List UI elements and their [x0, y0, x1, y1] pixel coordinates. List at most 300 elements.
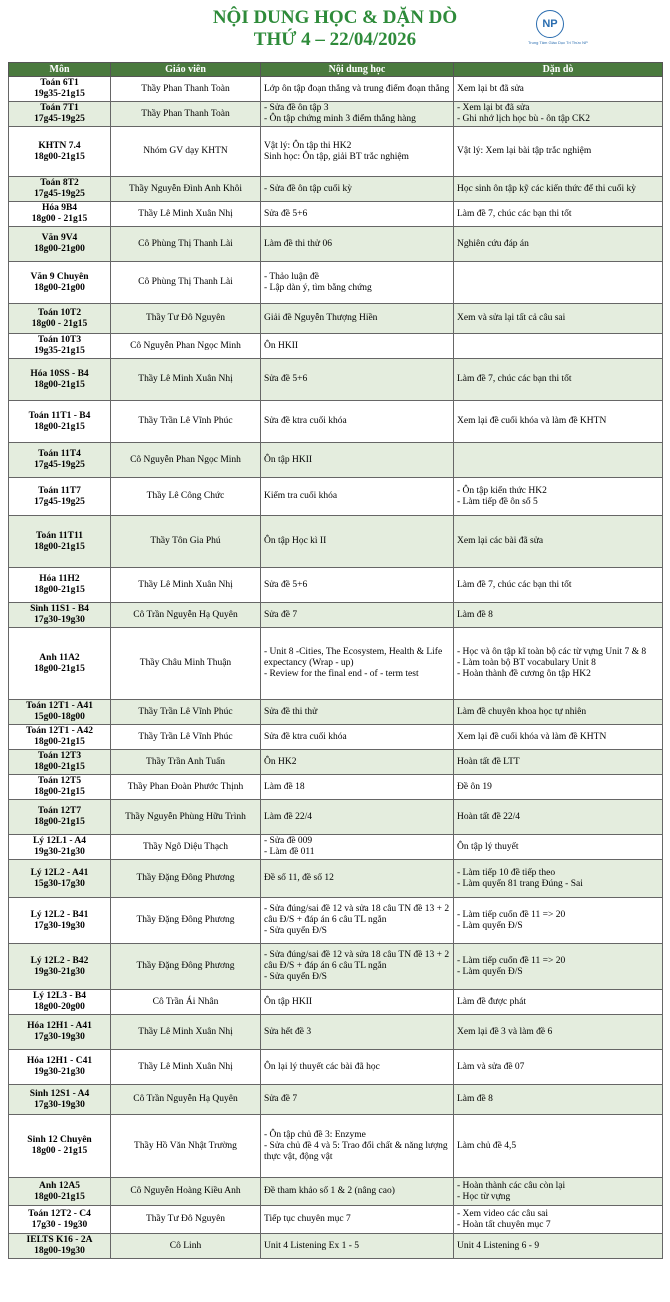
cell-giao-vien: [111, 127, 261, 177]
table-row: [9, 835, 663, 860]
title-line-2: THỨ 4 – 22/04/2026: [253, 29, 417, 50]
cell-mon-line: Toán 12T1 - A42: [26, 726, 93, 736]
table-header-row: [9, 63, 663, 77]
cell-mon-line: 18g00-21g00: [34, 244, 85, 254]
cell-mon-line: 18g00-21g15: [34, 379, 85, 390]
cell-dan-do-line: - Xem lại bt đã sửa: [457, 103, 530, 113]
cell-giao-vien: [111, 628, 261, 700]
cell-giao-vien-line: Thầy Trần Lê Vĩnh Phúc: [138, 731, 233, 742]
cell-giao-vien-line: Thầy Lê Minh Xuân Nhị: [138, 208, 233, 219]
cell-giao-vien: [111, 227, 261, 262]
cell-mon-line: 18g00-21g15: [34, 421, 85, 432]
cell-mon-line: Lý 12L2 - B41: [30, 909, 89, 920]
cell-dan-do-line: Xem lại bt đã sửa: [457, 83, 524, 94]
cell-noi-dung: [261, 1050, 454, 1085]
cell-dan-do: [454, 1115, 663, 1178]
cell-noi-dung: [261, 1015, 454, 1050]
cell-noi-dung-line: Ôn HK2: [264, 756, 297, 767]
header-dan-do: Dặn dò: [454, 63, 663, 77]
cell-noi-dung: [261, 725, 454, 750]
cell-noi-dung-line: - Sửa đề 009: [264, 836, 313, 846]
cell-dan-do-line: - Hoàn thành đề cương ôn tập HK2: [457, 669, 591, 679]
cell-dan-do-line: Hoàn tất đề 22/4: [457, 811, 521, 822]
table-row: [9, 800, 663, 835]
cell-mon-line: Toán 12T3: [37, 751, 82, 761]
cell-giao-vien: [111, 1015, 261, 1050]
cell-noi-dung: [261, 102, 454, 127]
table-row: [9, 304, 663, 334]
table-row: [9, 944, 663, 990]
cell-mon-line: 17g45-19g25: [34, 496, 85, 507]
cell-dan-do: [454, 443, 663, 478]
cell-dan-do-line: Làm đề 7, chúc các bạn thi tốt: [457, 208, 572, 219]
cell-mon: [9, 1234, 111, 1259]
cell-noi-dung-line: Ôn lại lý thuyết các bài đã học: [264, 1061, 380, 1072]
cell-noi-dung-line: Làm đề thi thử 06: [264, 238, 332, 249]
cell-giao-vien: [111, 835, 261, 860]
cell-dan-do-line: - Ôn tập kiến thức HK2: [457, 485, 547, 496]
cell-mon-line: Toán 12T2 - C4: [28, 1208, 91, 1219]
cell-dan-do: [454, 516, 663, 568]
cell-mon: [9, 1015, 111, 1050]
cell-mon-line: Toán 12T7: [37, 806, 82, 816]
cell-mon-line: 18g00 - 21g15: [31, 214, 88, 224]
cell-dan-do: [454, 1206, 663, 1234]
cell-mon: [9, 944, 111, 990]
cell-mon-line: Toán 6T1: [40, 78, 79, 88]
cell-mon-line: Lý 12L1 - A4: [32, 836, 87, 846]
title-line-1: NỘI DUNG HỌC & DẶN DÒ: [212, 7, 458, 28]
cell-dan-do-line: - Làm quyển Đ/S: [457, 920, 523, 931]
cell-dan-do: [454, 202, 663, 227]
cell-noi-dung-line: - Sửa đúng/sai đề 12 và sửa 18 câu TN đề 13 + 2 câu Đ/S + đáp án 6 câu TL ngắn: [264, 904, 450, 925]
cell-dan-do-line: Làm đề được phát: [457, 996, 526, 1007]
cell-noi-dung-line: Sửa đề 7: [264, 609, 298, 620]
cell-noi-dung: [261, 443, 454, 478]
cell-dan-do: [454, 262, 663, 304]
cell-noi-dung-line: - Review for the final end - of - term test: [264, 669, 419, 679]
table-row: [9, 127, 663, 177]
cell-noi-dung-line: Unit 4 Listening Ex 1 - 5: [264, 1240, 359, 1251]
cell-mon: [9, 860, 111, 898]
cell-dan-do: [454, 1178, 663, 1206]
cell-giao-vien: [111, 860, 261, 898]
cell-giao-vien-line: Nhóm GV dạy KHTN: [143, 146, 228, 156]
cell-mon-line: 18g00-19g30: [34, 1246, 85, 1256]
cell-giao-vien-line: Thầy Đặng Đông Phương: [136, 915, 235, 925]
table-row: [9, 775, 663, 800]
header-giao-vien: Giáo viên: [111, 63, 261, 77]
table-row: [9, 202, 663, 227]
cell-dan-do: [454, 568, 663, 603]
cell-noi-dung: [261, 700, 454, 725]
cell-giao-vien: [111, 1050, 261, 1085]
cell-mon-line: KHTN 7.4: [38, 140, 81, 151]
cell-giao-vien-line: Cô Linh: [169, 1240, 202, 1251]
cell-dan-do-line: Vật lý: Xem lại bài tập trắc nghiệm: [457, 146, 592, 156]
cell-mon: [9, 700, 111, 725]
cell-mon-line: Toán 8T2: [40, 178, 79, 188]
cell-dan-do-line: Làm đề 7, chúc các bạn thi tốt: [457, 579, 572, 590]
cell-giao-vien: [111, 1234, 261, 1259]
table-row: [9, 1015, 663, 1050]
cell-noi-dung: [261, 401, 454, 443]
cell-mon: [9, 127, 111, 177]
cell-mon-line: 18g00-21g15: [34, 541, 85, 552]
cell-dan-do: [454, 1085, 663, 1115]
cell-dan-do-line: - Xem video các câu sai: [457, 1208, 548, 1219]
cell-giao-vien: [111, 334, 261, 359]
cell-dan-do-line: Unit 4 Listening 6 - 9: [457, 1240, 540, 1251]
table-row: [9, 898, 663, 944]
cell-noi-dung-line: Ôn tập Học kì II: [264, 536, 327, 546]
cell-giao-vien-line: Thầy Nguyễn Phùng Hữu Trình: [125, 811, 246, 822]
cell-noi-dung-line: Sửa đề thi thử: [264, 706, 318, 717]
cell-giao-vien-line: Cô Trần Nguyễn Hạ Quyên: [133, 609, 238, 620]
cell-mon-line: 18g00 - 21g15: [31, 318, 88, 329]
cell-giao-vien-line: Thầy Phan Thanh Toàn: [141, 83, 230, 94]
cell-dan-do-line: - Làm quyển 81 trang Đúng - Sai: [457, 878, 583, 889]
cell-mon: [9, 775, 111, 800]
cell-dan-do: [454, 1015, 663, 1050]
cell-giao-vien-line: Cô Phùng Thị Thanh Lài: [138, 238, 233, 249]
cell-mon-line: Lý 12L3 - B4: [32, 991, 87, 1001]
cell-noi-dung: [261, 359, 454, 401]
cell-giao-vien: [111, 401, 261, 443]
cell-giao-vien-line: Thầy Đặng Đông Phương: [136, 873, 235, 883]
cell-mon: [9, 102, 111, 127]
cell-mon-line: Toán 11T11: [36, 530, 83, 541]
cell-mon-line: Toán 12T5: [37, 776, 82, 786]
cell-mon: [9, 401, 111, 443]
cell-mon-line: Toán 11T1 - B4: [28, 410, 91, 421]
cell-dan-do-line: - Hoàn tất chuyên mục 7: [457, 1219, 551, 1230]
cell-giao-vien: [111, 898, 261, 944]
cell-mon-line: 18g00 - 21g15: [31, 1146, 88, 1156]
table-row: [9, 568, 663, 603]
cell-noi-dung: [261, 127, 454, 177]
cell-giao-vien: [111, 725, 261, 750]
cell-noi-dung-line: Đề số 11, đề số 12: [264, 873, 334, 883]
cell-noi-dung-line: Tiếp tục chuyên mục 7: [264, 1214, 351, 1224]
cell-giao-vien-line: Thầy Tư Đô Nguyên: [145, 313, 226, 323]
cell-noi-dung-line: - Làm đề 011: [264, 847, 315, 857]
cell-noi-dung-line: Lớp ôn tập đoạn thẳng và trung điểm đoạn thẳng: [264, 83, 450, 94]
cell-giao-vien: [111, 1178, 261, 1206]
cell-mon-line: 18g00-21g15: [34, 762, 85, 772]
cell-mon-line: 19g35-21g15: [34, 346, 85, 356]
cell-noi-dung: [261, 1115, 454, 1178]
cell-giao-vien-line: Thầy Trần Anh Tuấn: [146, 756, 225, 767]
cell-giao-vien: [111, 700, 261, 725]
cell-mon-line: Văn 9 Chuyên: [30, 271, 89, 282]
cell-noi-dung: [261, 177, 454, 202]
cell-noi-dung-line: - Sửa quyển Đ/S: [264, 926, 327, 936]
table-row: [9, 401, 663, 443]
cell-dan-do: [454, 127, 663, 177]
table-row: [9, 516, 663, 568]
cell-noi-dung: [261, 202, 454, 227]
cell-noi-dung-line: Làm đề 18: [264, 781, 305, 792]
cell-noi-dung-line: Sửa đề 5+6: [264, 579, 308, 590]
cell-mon-line: 18g00-21g15: [34, 787, 85, 797]
cell-dan-do-line: - Học từ vựng: [457, 1191, 511, 1202]
cell-dan-do-line: - Ghi nhớ lịch học bù - ôn tập CK2: [457, 114, 590, 124]
cell-noi-dung-line: Sửa đề 7: [264, 1094, 298, 1104]
cell-mon: [9, 334, 111, 359]
cell-noi-dung: [261, 775, 454, 800]
cell-dan-do: [454, 1234, 663, 1259]
cell-mon-line: 17g30-19g30: [34, 1099, 85, 1110]
cell-giao-vien-line: Thầy Tư Đô Nguyên: [145, 1214, 226, 1224]
table-row: [9, 860, 663, 898]
cell-noi-dung: [261, 750, 454, 775]
cell-mon-line: 18g00-21g15: [34, 151, 85, 162]
cell-dan-do: [454, 304, 663, 334]
cell-giao-vien: [111, 262, 261, 304]
cell-noi-dung: [261, 603, 454, 628]
cell-mon: [9, 202, 111, 227]
cell-dan-do-line: Xem và sửa lại tất cả câu sai: [457, 313, 566, 323]
cell-dan-do-line: Xem lại đề 3 và làm đề 6: [457, 1026, 553, 1037]
cell-mon: [9, 1050, 111, 1085]
cell-mon: [9, 1206, 111, 1234]
cell-noi-dung-line: Sửa đề ktra cuối khóa: [264, 416, 347, 426]
cell-mon-line: Văn 9V4: [41, 233, 78, 243]
cell-giao-vien: [111, 1115, 261, 1178]
cell-noi-dung: [261, 990, 454, 1015]
cell-giao-vien-line: Cô Trần Ái Nhân: [152, 996, 219, 1007]
cell-noi-dung: [261, 516, 454, 568]
cell-giao-vien-line: Cô Phùng Thị Thanh Lài: [138, 277, 233, 287]
cell-giao-vien: [111, 516, 261, 568]
cell-noi-dung: [261, 1178, 454, 1206]
cell-dan-do-line: Học sinh ôn tập kỹ các kiến thức để thi cuối kỳ: [457, 183, 637, 194]
cell-dan-do: [454, 860, 663, 898]
cell-giao-vien-line: Thầy Tôn Gia Phú: [150, 536, 221, 546]
cell-giao-vien-line: Thầy Trần Lê Vĩnh Phúc: [138, 706, 233, 717]
cell-mon-line: Toán 7T1: [40, 103, 79, 113]
cell-mon-line: 18g00-21g15: [34, 737, 85, 747]
cell-noi-dung-line: Sửa đề 5+6: [264, 208, 308, 219]
cell-dan-do: [454, 478, 663, 516]
table-row: [9, 628, 663, 700]
cell-dan-do: [454, 1050, 663, 1085]
cell-noi-dung: [261, 304, 454, 334]
cell-dan-do-line: - Làm tiếp cuốn đề 11 => 20: [457, 955, 566, 966]
cell-mon: [9, 359, 111, 401]
cell-dan-do-line: Nghiên cứu đáp án: [457, 238, 529, 249]
cell-giao-vien-line: Thầy Phan Thanh Toàn: [141, 108, 230, 119]
cell-dan-do: [454, 898, 663, 944]
cell-dan-do-line: Làm đề 8: [457, 609, 493, 620]
cell-mon-line: Hóa 12H1 - A41: [27, 1021, 92, 1031]
cell-mon-line: Sinh 11S1 - B4: [30, 604, 89, 614]
cell-noi-dung: [261, 860, 454, 898]
cell-mon: [9, 990, 111, 1015]
table-row: [9, 1206, 663, 1234]
table-body: [9, 77, 663, 1259]
table-row: [9, 177, 663, 202]
cell-dan-do-line: - Làm tiếp 10 đề tiếp theo: [457, 867, 556, 878]
cell-dan-do: [454, 102, 663, 127]
cell-noi-dung: [261, 568, 454, 603]
cell-dan-do-line: - Làm quyển Đ/S: [457, 966, 523, 977]
cell-noi-dung-line: - Sửa chủ đề 4 và 5: Trao đổi chất & năng lượng thực vật, động vật: [264, 1140, 448, 1162]
table-row: [9, 1178, 663, 1206]
cell-giao-vien: [111, 1206, 261, 1234]
cell-giao-vien: [111, 304, 261, 334]
cell-mon-line: 18g00-21g15: [34, 663, 85, 674]
cell-mon: [9, 1115, 111, 1178]
cell-mon: [9, 77, 111, 102]
cell-mon-line: 18g00-21g00: [34, 282, 85, 293]
cell-mon-line: Hóa 9B4: [41, 203, 78, 213]
table-row: [9, 443, 663, 478]
cell-dan-do: [454, 603, 663, 628]
cell-mon-line: 15g30-17g30: [34, 878, 85, 889]
np-logo-icon: NP: [536, 10, 564, 38]
cell-noi-dung-line: - Sửa đúng/sai đề 12 và sửa 18 câu TN đề 13 + 2 câu Đ/S + đáp án 6 câu TL ngắn: [264, 950, 450, 971]
cell-giao-vien-line: Thầy Châu Minh Thuận: [139, 658, 232, 668]
cell-noi-dung-line: - Lập dàn ý, tìm bằng chứng: [264, 282, 372, 293]
cell-mon: [9, 603, 111, 628]
cell-noi-dung: [261, 1085, 454, 1115]
cell-dan-do: [454, 800, 663, 835]
cell-noi-dung: [261, 478, 454, 516]
cell-mon-line: Toán 10T3: [37, 335, 82, 345]
cell-giao-vien: [111, 478, 261, 516]
cell-noi-dung-line: Ôn tập HKII: [264, 996, 313, 1007]
cell-mon-line: 17g30-19g30: [34, 615, 85, 625]
cell-giao-vien: [111, 944, 261, 990]
cell-mon: [9, 750, 111, 775]
cell-giao-vien: [111, 800, 261, 835]
cell-mon: [9, 800, 111, 835]
cell-mon-line: Hóa 12H1 - C41: [26, 1056, 93, 1066]
cell-giao-vien: [111, 990, 261, 1015]
cell-noi-dung-line: - Sửa đề ôn tập cuối kỳ: [264, 183, 352, 194]
cell-dan-do: [454, 725, 663, 750]
cell-dan-do: [454, 177, 663, 202]
cell-noi-dung: [261, 1234, 454, 1259]
cell-giao-vien: [111, 202, 261, 227]
cell-mon: [9, 443, 111, 478]
cell-giao-vien-line: Cô Nguyễn Hoàng Kiều Anh: [130, 1186, 241, 1196]
cell-noi-dung: [261, 262, 454, 304]
cell-noi-dung: [261, 227, 454, 262]
cell-noi-dung: [261, 800, 454, 835]
cell-dan-do-line: - Làm toàn bộ BT vocabulary Unit 8: [457, 658, 596, 668]
page-header: [0, 0, 670, 62]
table-row: [9, 359, 663, 401]
cell-dan-do-line: - Làm tiếp cuốn đề 11 => 20: [457, 909, 566, 920]
cell-dan-do: [454, 944, 663, 990]
cell-dan-do: [454, 77, 663, 102]
cell-mon-line: 17g30-19g30: [34, 920, 85, 931]
cell-mon-line: 18g00-20g00: [34, 1002, 85, 1012]
cell-dan-do: [454, 750, 663, 775]
cell-giao-vien-line: Cô Nguyễn Phan Ngọc Minh: [130, 454, 241, 465]
cell-dan-do-line: Làm đề 7, chúc các bạn thi tốt: [457, 374, 572, 384]
cell-mon: [9, 898, 111, 944]
cell-giao-vien-line: Thầy Lê Minh Xuân Nhị: [138, 1061, 233, 1072]
table-row: [9, 725, 663, 750]
table-row: [9, 990, 663, 1015]
table-row: [9, 102, 663, 127]
table-row: [9, 478, 663, 516]
cell-noi-dung-line: - Sửa đề ôn tập 3: [264, 103, 329, 113]
cell-noi-dung-line: Ôn tập HKII: [264, 454, 313, 465]
cell-giao-vien-line: Thầy Ngô Diệu Thạch: [142, 841, 229, 852]
table-row: [9, 1234, 663, 1259]
cell-mon: [9, 304, 111, 334]
cell-mon-line: Toán 10T2: [37, 307, 82, 318]
cell-giao-vien-line: Thầy Hồ Văn Nhật Trường: [134, 1140, 237, 1151]
cell-giao-vien-line: Cô Trần Nguyễn Hạ Quyên: [133, 1094, 238, 1104]
cell-giao-vien: [111, 443, 261, 478]
cell-mon-line: Toán 11T7: [38, 485, 81, 496]
cell-dan-do: [454, 334, 663, 359]
cell-noi-dung-line: Làm đề 22/4: [264, 811, 313, 822]
cell-giao-vien: [111, 102, 261, 127]
cell-mon-line: Hóa 10SS - B4: [30, 368, 89, 379]
cell-dan-do: [454, 227, 663, 262]
cell-noi-dung-line: Đề tham khảo số 1 & 2 (nâng cao): [264, 1186, 395, 1196]
cell-giao-vien-line: Thầy Lê Công Chức: [146, 491, 225, 501]
cell-mon-line: Lý 12L2 - A41: [30, 867, 89, 878]
cell-dan-do-line: Xem lại đề cuối khóa và làm đề KHTN: [457, 731, 607, 742]
cell-mon-line: 19g35-21g15: [34, 89, 85, 99]
cell-noi-dung: [261, 334, 454, 359]
header-noi-dung: Nội dung học: [261, 63, 454, 77]
table-row: [9, 603, 663, 628]
cell-mon-line: Hóa 11H2: [39, 574, 80, 584]
header-mon: Môn: [9, 63, 111, 77]
cell-mon: [9, 516, 111, 568]
cell-noi-dung-line: - Ôn tập chứng minh 3 điểm thẳng hàng: [264, 114, 416, 124]
table-row: [9, 77, 663, 102]
cell-giao-vien: [111, 359, 261, 401]
cell-dan-do-line: - Hoàn thành các câu còn lại: [457, 1180, 566, 1191]
cell-noi-dung: [261, 898, 454, 944]
cell-mon: [9, 227, 111, 262]
cell-giao-vien-line: Thầy Nguyễn Đình Anh Khôi: [129, 183, 242, 194]
cell-mon: [9, 1178, 111, 1206]
cell-mon-line: IELTS K16 - 2A: [26, 1235, 93, 1245]
cell-noi-dung-line: Sửa đề 5+6: [264, 374, 308, 384]
cell-mon-line: 17g30-19g30: [34, 1032, 85, 1042]
cell-mon-line: 17g30 - 19g30: [31, 1219, 88, 1230]
table-row: [9, 1115, 663, 1178]
cell-noi-dung-line: - Ôn tập chủ đề 3: Enzyme: [264, 1129, 366, 1140]
cell-dan-do-line: Xem lại các bài đã sửa: [457, 536, 544, 546]
cell-mon-line: 18g00-21g15: [34, 585, 85, 595]
cell-noi-dung-line: Ôn HKII: [264, 340, 299, 351]
cell-noi-dung: [261, 628, 454, 700]
table-row: [9, 750, 663, 775]
cell-dan-do: [454, 359, 663, 401]
cell-mon-line: 17g45-19g25: [34, 460, 85, 470]
cell-dan-do-line: Làm đề 8: [457, 1094, 493, 1104]
cell-dan-do: [454, 628, 663, 700]
cell-dan-do: [454, 990, 663, 1015]
cell-mon-line: Sinh 12S1 - A4: [29, 1088, 90, 1099]
cell-giao-vien: [111, 77, 261, 102]
cell-mon: [9, 628, 111, 700]
cell-dan-do: [454, 835, 663, 860]
cell-giao-vien-line: Thầy Lê Minh Xuân Nhị: [138, 374, 233, 384]
